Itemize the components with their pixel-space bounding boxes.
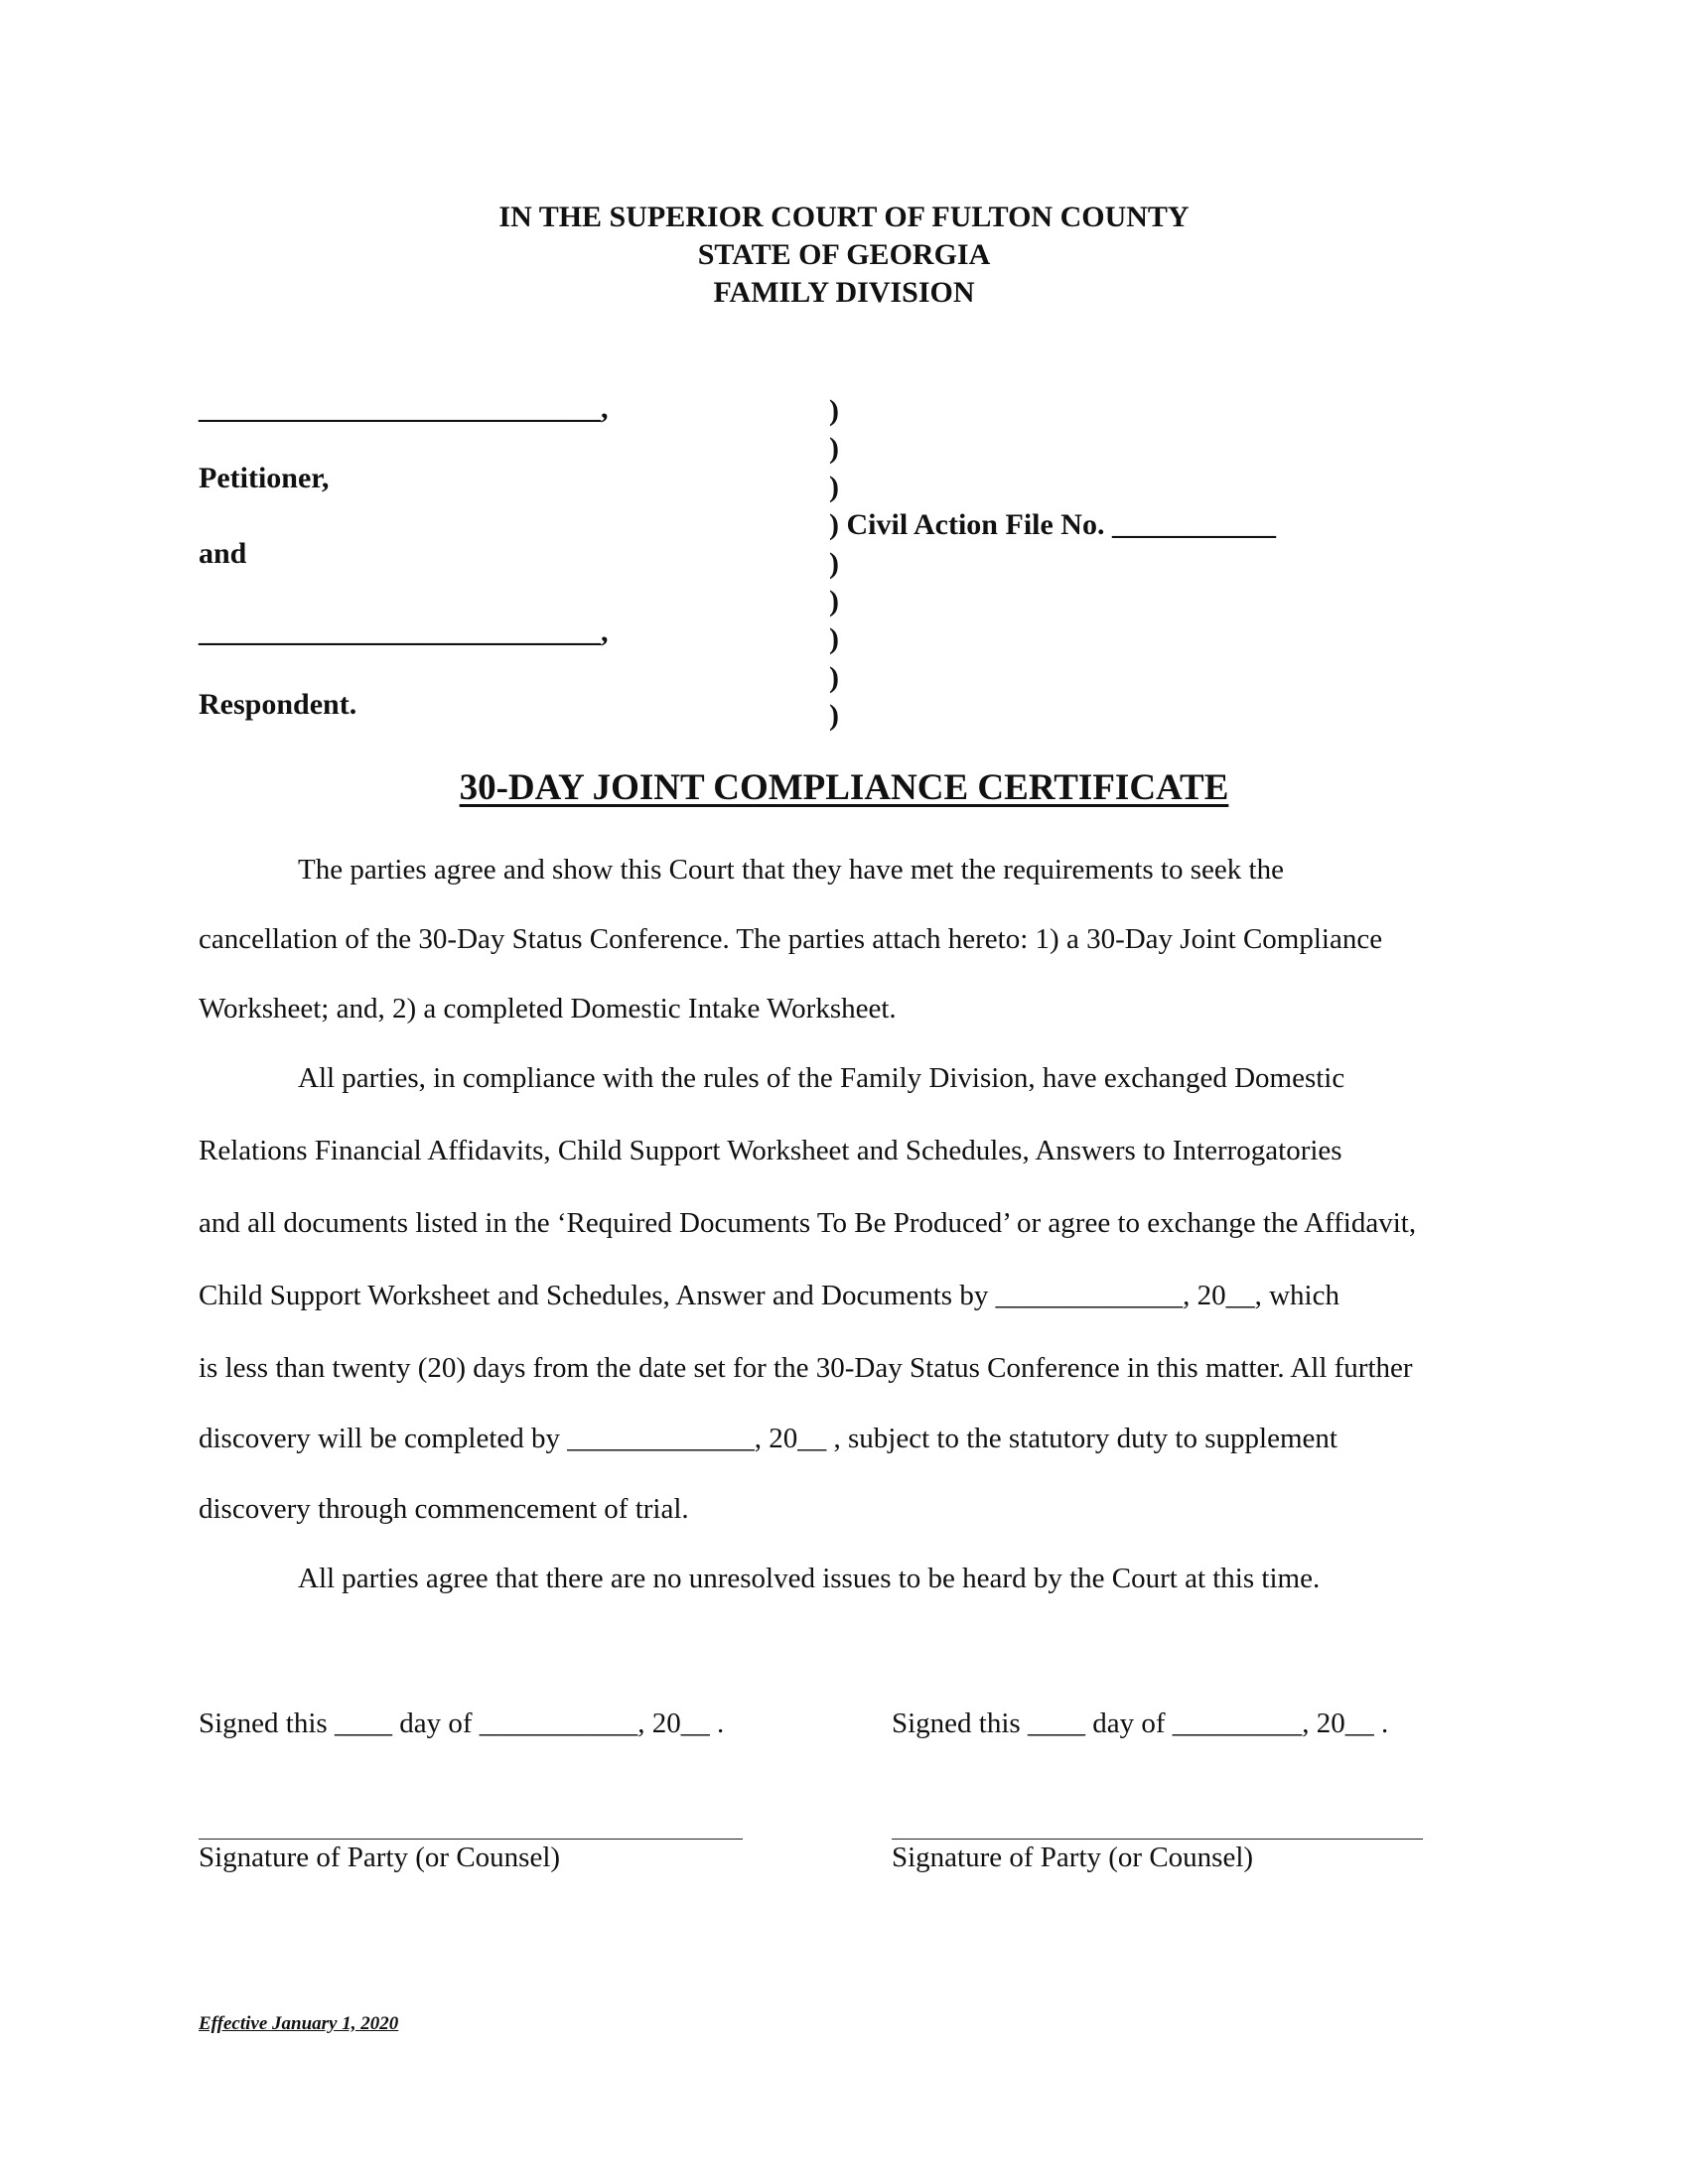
- right-signature-line: [892, 1839, 1423, 1840]
- court-header: [0, 199, 1688, 312]
- paragraph-2-line-1: All parties, in compliance with the rules of the Family Division, have exchanged Domestic: [298, 1062, 1345, 1094]
- document-title: 30-DAY JOINT COMPLIANCE CERTIFICATE: [459, 767, 1229, 808]
- caption-paren: ): [829, 546, 839, 580]
- right-signature-caption: Signature of Party (or Counsel): [892, 1842, 1254, 1873]
- civil-action-blank: ___________: [1111, 508, 1276, 541]
- paragraph-1-line-2: cancellation of the 30-Day Status Conference. The parties attach hereto: 1) a 30-Day Joint Compliance: [199, 923, 1383, 955]
- court-division: FAMILY DIVISION: [713, 276, 975, 309]
- paragraph-1-line-1: The parties agree and show this Court that they have met the requirements to seek the: [298, 854, 1284, 886]
- paragraph-2-line-2: Relations Financial Affidavits, Child Support Worksheet and Schedules, Answers to Interrogatories: [199, 1135, 1342, 1166]
- civil-action-file-number: [829, 506, 1276, 544]
- right-signed-date-line: Signed this ____ day of _________, 20__ .: [892, 1707, 1389, 1739]
- court-name: IN THE SUPERIOR COURT OF FULTON COUNTY: [498, 201, 1190, 233]
- civil-action-label: ) Civil Action File No.: [829, 508, 1105, 541]
- case-caption: [199, 392, 1390, 740]
- respondent-label: Respondent.: [199, 688, 357, 721]
- caption-paren: ): [829, 470, 839, 503]
- paragraph-2-line-6: discovery will be completed by _____________, 20__ , subject to the statutory duty to supplement: [199, 1423, 1337, 1454]
- left-signature-caption: Signature of Party (or Counsel): [199, 1842, 561, 1873]
- petitioner-label: Petitioner,: [199, 462, 330, 494]
- petitioner-name-blank: ___________________________,: [199, 392, 609, 425]
- caption-paren: ): [829, 660, 839, 694]
- paragraph-2-line-5: is less than twenty (20) days from the date set for the 30-Day Status Conference in this matter. All further: [199, 1352, 1413, 1384]
- paragraph-2-line-7: discovery through commencement of trial.: [199, 1493, 689, 1525]
- effective-date-footer: Effective January 1, 2020: [199, 2013, 399, 2034]
- caption-parentheses: [829, 392, 859, 736]
- caption-paren: ): [829, 432, 839, 466]
- paragraph-1-line-3: Worksheet; and, 2) a completed Domestic Intake Worksheet.: [199, 993, 897, 1024]
- left-signed-date-line: Signed this ____ day of ___________, 20__ .: [199, 1707, 725, 1739]
- caption-paren: ): [829, 394, 839, 427]
- respondent-name-blank: ___________________________,: [199, 615, 609, 648]
- court-state: STATE OF GEORGIA: [697, 238, 991, 271]
- paragraph-2-line-3: and all documents listed in the ‘Required Documents To Be Produced’ or agree to exchange the Affidavit,: [199, 1207, 1417, 1239]
- caption-paren: ): [829, 622, 839, 656]
- caption-paren: ): [829, 584, 839, 617]
- paragraph-3-line-1: All parties agree that there are no unresolved issues to be heard by the Court at this time.: [298, 1563, 1321, 1594]
- left-signature-line: [199, 1839, 743, 1840]
- caption-paren: ): [829, 699, 839, 733]
- and-label: and: [199, 537, 247, 570]
- paragraph-2-line-4: Child Support Worksheet and Schedules, Answer and Documents by _____________, 20__, which: [199, 1280, 1339, 1311]
